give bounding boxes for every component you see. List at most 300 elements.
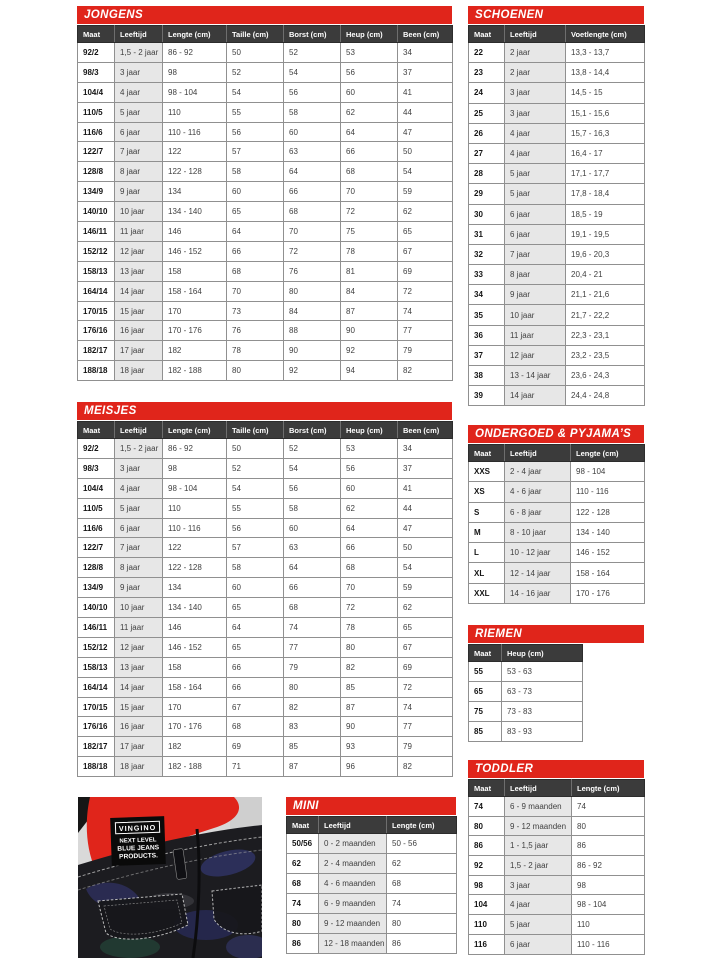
cell: 182	[163, 737, 227, 757]
table-row	[469, 325, 645, 345]
table-row	[78, 162, 453, 182]
cell: 164/14	[78, 281, 115, 301]
cell: 84	[284, 301, 341, 321]
cell: 98	[469, 875, 505, 895]
header-row	[469, 445, 645, 462]
table-row	[287, 854, 457, 874]
table-row	[78, 361, 453, 381]
cell: 10 jaar	[115, 598, 163, 618]
cell: 92	[284, 361, 341, 381]
cell: 2 jaar	[505, 63, 566, 83]
table-row	[469, 895, 645, 915]
cell: 9 - 12 maanden	[319, 914, 387, 934]
cell: 23	[469, 63, 505, 83]
cell: 86	[572, 836, 645, 856]
table-row	[469, 265, 645, 285]
col-header: Leeftijd	[505, 26, 566, 43]
cell: 146 - 152	[163, 637, 227, 657]
mini-size-table-section	[286, 797, 456, 954]
cell: 57	[227, 142, 284, 162]
cell: 12 jaar	[115, 241, 163, 261]
mini-title-band	[286, 797, 456, 815]
cell: 34	[469, 285, 505, 305]
cell: 52	[227, 458, 284, 478]
cell: 122 - 128	[163, 558, 227, 578]
cell: 80	[387, 914, 457, 934]
cell: 90	[284, 341, 341, 361]
cell: 33	[469, 265, 505, 285]
meisjes-table	[77, 421, 453, 777]
cell: 4 jaar	[115, 478, 163, 498]
cell: 80	[287, 914, 319, 934]
table-row	[78, 82, 453, 102]
cell: 158 - 164	[571, 563, 645, 583]
cell: 64	[284, 162, 341, 182]
col-header: Maat	[469, 26, 505, 43]
cell: 14 jaar	[115, 281, 163, 301]
cell: 62	[398, 202, 453, 222]
cell: 62	[341, 102, 398, 122]
header-row	[78, 422, 453, 439]
riemen-size-table-section	[468, 625, 644, 742]
cell: 82	[341, 657, 398, 677]
cell: 16 jaar	[115, 717, 163, 737]
table-row	[469, 682, 583, 702]
cell: 146	[163, 618, 227, 638]
cell: 110	[163, 102, 227, 122]
cell: 73	[227, 301, 284, 321]
table-row	[78, 717, 453, 737]
table-row	[469, 522, 645, 542]
table-row	[469, 143, 645, 163]
cell: 65	[398, 222, 453, 242]
cell: 134 - 140	[571, 522, 645, 542]
table-row	[469, 43, 645, 63]
cell: 170 - 176	[163, 321, 227, 341]
cell: 164/14	[78, 677, 115, 697]
cell: 68	[387, 874, 457, 894]
table-row	[469, 836, 645, 856]
cell: 59	[398, 578, 453, 598]
table-row	[469, 722, 583, 742]
col-header: Taille (cm)	[227, 26, 284, 43]
cell: 110 - 116	[571, 482, 645, 502]
table-row	[78, 697, 453, 717]
cell: 6 jaar	[115, 122, 163, 142]
col-header: Maat	[469, 445, 505, 462]
cell: 59	[398, 182, 453, 202]
table-row	[78, 321, 453, 341]
cell: 58	[227, 558, 284, 578]
cell: 98	[572, 875, 645, 895]
table-row	[469, 915, 645, 935]
table-row	[469, 83, 645, 103]
col-header: Maat	[469, 645, 502, 662]
cell: 15 jaar	[115, 301, 163, 321]
cell: 17 jaar	[115, 341, 163, 361]
cell: 68	[284, 202, 341, 222]
section-title: TODDLER	[475, 763, 534, 775]
section-title: JONGENS	[84, 9, 144, 21]
schoenen-size-table-section	[468, 6, 644, 406]
cell: 77	[398, 321, 453, 341]
section-title: RIEMEN	[475, 628, 523, 640]
cell: 74	[287, 894, 319, 914]
table-row	[78, 637, 453, 657]
cell: 65	[398, 618, 453, 638]
cell: 74	[284, 618, 341, 638]
cell: 182 - 188	[163, 361, 227, 381]
section-title: ONDERGOED & PYJAMA’S	[475, 428, 632, 440]
cell: 30	[469, 204, 505, 224]
col-header: Leeftijd	[115, 26, 163, 43]
cell: 110 - 116	[572, 934, 645, 954]
cell: 54	[398, 558, 453, 578]
cell: 83 - 93	[502, 722, 583, 742]
cell: 134 - 140	[163, 598, 227, 618]
cell: 85	[341, 677, 398, 697]
cell: 86	[387, 934, 457, 954]
cell: 27	[469, 143, 505, 163]
cell: 67	[227, 697, 284, 717]
cell: 11 jaar	[115, 222, 163, 242]
table-row	[78, 261, 453, 281]
cell: 50	[227, 439, 284, 459]
cell: 110	[572, 915, 645, 935]
cell: 66	[227, 657, 284, 677]
cell: 74	[387, 894, 457, 914]
jeans-photo-illustration	[78, 797, 262, 958]
cell: 116/6	[78, 122, 115, 142]
toddler-title-band	[468, 760, 644, 778]
table-row	[469, 224, 645, 244]
cell: 14 jaar	[115, 677, 163, 697]
cell: 146	[163, 222, 227, 242]
cell: 68	[341, 162, 398, 182]
cell: 116/6	[78, 518, 115, 538]
cell: 146/11	[78, 618, 115, 638]
cell: 63	[284, 538, 341, 558]
cell: 76	[284, 261, 341, 281]
cell: 5 jaar	[115, 498, 163, 518]
table-row	[469, 345, 645, 365]
cell: 52	[284, 439, 341, 459]
cell: 69	[398, 261, 453, 281]
ondergoed-title-band	[468, 425, 644, 443]
ondergoed-table	[468, 444, 645, 604]
cell: 98 - 104	[163, 82, 227, 102]
cell: 37	[398, 458, 453, 478]
cell: 110 - 116	[163, 122, 227, 142]
table-row	[78, 281, 453, 301]
cell: 44	[398, 498, 453, 518]
cell: M	[469, 522, 505, 542]
cell: 146 - 152	[571, 543, 645, 563]
cell: 80	[284, 281, 341, 301]
cell: 86 - 92	[163, 439, 227, 459]
table-row	[469, 816, 645, 836]
cell: 98	[163, 62, 227, 82]
table-row	[469, 934, 645, 954]
cell: 64	[341, 122, 398, 142]
cell: 11 jaar	[115, 618, 163, 638]
cell: 5 jaar	[505, 164, 566, 184]
cell: 4 - 6 jaar	[505, 482, 571, 502]
cell: 60	[227, 182, 284, 202]
cell: 110 - 116	[163, 518, 227, 538]
cell: 12 - 14 jaar	[505, 563, 571, 583]
cell: 90	[341, 321, 398, 341]
cell: 50 - 56	[387, 834, 457, 854]
cell: 80	[227, 361, 284, 381]
table-row	[287, 934, 457, 954]
mini-table	[286, 816, 457, 954]
cell: 65	[469, 682, 502, 702]
cell: 110/5	[78, 498, 115, 518]
cell: 72	[284, 241, 341, 261]
cell: 122 - 128	[571, 502, 645, 522]
cell: 85	[469, 722, 502, 742]
cell: XXL	[469, 583, 505, 603]
cell: 19,1 - 19,5	[566, 224, 645, 244]
meisjes-size-table-section	[77, 402, 452, 777]
meisjes-title-band	[77, 402, 452, 420]
cell: 96	[341, 757, 398, 777]
cell: 6 - 9 maanden	[319, 894, 387, 914]
cell: 8 jaar	[115, 162, 163, 182]
table-row	[469, 63, 645, 83]
cell: 13,3 - 13,7	[566, 43, 645, 63]
cell: 54	[398, 162, 453, 182]
col-header: Heup (cm)	[502, 645, 583, 662]
photo-label-brand: VINGINO	[118, 822, 157, 834]
cell: 13,8 - 14,4	[566, 63, 645, 83]
cell: 4 jaar	[115, 82, 163, 102]
table-row	[287, 874, 457, 894]
cell: 10 - 12 jaar	[505, 543, 571, 563]
table-row	[469, 702, 583, 722]
table-row	[469, 583, 645, 603]
cell: 182	[163, 341, 227, 361]
table-row	[469, 462, 645, 482]
cell: 22	[469, 43, 505, 63]
cell: 66	[341, 538, 398, 558]
table-row	[469, 875, 645, 895]
photo-label-line-1: NEXT LEVEL	[119, 837, 157, 845]
col-header: Lengte (cm)	[571, 445, 645, 462]
jongens-title-band	[77, 6, 452, 24]
brand-label	[110, 816, 166, 866]
cell: 6 - 9 maanden	[505, 797, 572, 817]
cell: 4 jaar	[505, 143, 566, 163]
cell: 18,5 - 19	[566, 204, 645, 224]
cell: 2 - 4 maanden	[319, 854, 387, 874]
cell: 5 jaar	[505, 915, 572, 935]
cell: 13 - 14 jaar	[505, 366, 566, 386]
col-header: Borst (cm)	[284, 26, 341, 43]
table-row	[469, 482, 645, 502]
table-row	[78, 222, 453, 242]
cell: 93	[341, 737, 398, 757]
cell: 8 jaar	[505, 265, 566, 285]
cell: 10 jaar	[115, 202, 163, 222]
cell: 75	[469, 702, 502, 722]
cell: 47	[398, 518, 453, 538]
table-row	[78, 241, 453, 261]
cell: 80	[341, 637, 398, 657]
cell: 92	[469, 856, 505, 876]
cell: 170/15	[78, 697, 115, 717]
cell: 3 jaar	[505, 83, 566, 103]
table-row	[78, 737, 453, 757]
cell: 67	[398, 241, 453, 261]
cell: 98/3	[78, 62, 115, 82]
cell: 4 jaar	[505, 895, 572, 915]
cell: 116	[469, 934, 505, 954]
cell: 3 jaar	[115, 62, 163, 82]
cell: 87	[341, 697, 398, 717]
cell: 158	[163, 261, 227, 281]
cell: 44	[398, 102, 453, 122]
cell: 15 jaar	[115, 697, 163, 717]
cell: 77	[398, 717, 453, 737]
cell: 170 - 176	[571, 583, 645, 603]
table-row	[287, 914, 457, 934]
cell: 60	[227, 578, 284, 598]
table-row	[78, 757, 453, 777]
cell: 74	[469, 797, 505, 817]
cell: 2 jaar	[505, 43, 566, 63]
cell: 17,8 - 18,4	[566, 184, 645, 204]
cell: 62	[387, 854, 457, 874]
cell: 3 jaar	[505, 103, 566, 123]
cell: 122/7	[78, 142, 115, 162]
cell: 55	[227, 102, 284, 122]
cell: 75	[341, 222, 398, 242]
col-header: Taille (cm)	[227, 422, 284, 439]
cell: 76	[227, 321, 284, 341]
cell: 50	[398, 142, 453, 162]
table-row	[469, 204, 645, 224]
cell: 66	[341, 142, 398, 162]
cell: 63 - 73	[502, 682, 583, 702]
table-row	[287, 834, 457, 854]
table-row	[78, 122, 453, 142]
table-row	[78, 458, 453, 478]
cell: 64	[341, 518, 398, 538]
cell: 122	[163, 538, 227, 558]
col-header: Lengte (cm)	[572, 780, 645, 797]
cell: 87	[284, 757, 341, 777]
cell: 78	[227, 341, 284, 361]
cell: 32	[469, 244, 505, 264]
cell: 73 - 83	[502, 702, 583, 722]
cell: S	[469, 502, 505, 522]
cell: 98	[163, 458, 227, 478]
cell: 5 jaar	[505, 184, 566, 204]
cell: 64	[284, 558, 341, 578]
cell: 41	[398, 478, 453, 498]
cell: 83	[284, 717, 341, 737]
cell: 50	[227, 43, 284, 63]
cell: 70	[227, 281, 284, 301]
table-row	[78, 538, 453, 558]
cell: 38	[469, 366, 505, 386]
cell: 2 - 4 jaar	[505, 462, 571, 482]
cell: 54	[227, 478, 284, 498]
table-row	[469, 164, 645, 184]
cell: 18 jaar	[115, 757, 163, 777]
cell: 35	[469, 305, 505, 325]
toddler-size-table-section	[468, 760, 644, 955]
cell: 9 jaar	[115, 578, 163, 598]
cell: 134 - 140	[163, 202, 227, 222]
cell: 9 jaar	[505, 285, 566, 305]
cell: 158	[163, 657, 227, 677]
cell: 134	[163, 578, 227, 598]
cell: 68	[287, 874, 319, 894]
cell: 29	[469, 184, 505, 204]
cell: 188/18	[78, 361, 115, 381]
table-row	[78, 142, 453, 162]
cell: 158 - 164	[163, 281, 227, 301]
jongens-table	[77, 25, 453, 381]
col-header: Maat	[78, 422, 115, 439]
cell: 8 jaar	[115, 558, 163, 578]
table-row	[469, 103, 645, 123]
riemen-table	[468, 644, 583, 742]
col-header: Heup (cm)	[341, 26, 398, 43]
cell: 1,5 - 2 jaar	[115, 43, 163, 63]
cell: 74	[572, 797, 645, 817]
jeans-photo	[78, 797, 262, 958]
cell: 56	[284, 478, 341, 498]
cell: 60	[341, 82, 398, 102]
cell: 110	[163, 498, 227, 518]
cell: 50	[398, 538, 453, 558]
cell: 80	[284, 677, 341, 697]
cell: 1 - 1,5 jaar	[505, 836, 572, 856]
col-header: Borst (cm)	[284, 422, 341, 439]
cell: 122	[163, 142, 227, 162]
cell: 188/18	[78, 757, 115, 777]
cell: 70	[341, 182, 398, 202]
col-header: Been (cm)	[398, 422, 453, 439]
cell: 6 jaar	[505, 204, 566, 224]
cell: XXS	[469, 462, 505, 482]
cell: 176/16	[78, 321, 115, 341]
table-row	[469, 856, 645, 876]
cell: 12 - 18 maanden	[319, 934, 387, 954]
cell: 14,5 - 15	[566, 83, 645, 103]
cell: 18 jaar	[115, 361, 163, 381]
cell: 170/15	[78, 301, 115, 321]
cell: 21,7 - 22,2	[566, 305, 645, 325]
cell: 152/12	[78, 637, 115, 657]
col-header: Heup (cm)	[341, 422, 398, 439]
cell: 50/56	[287, 834, 319, 854]
table-row	[469, 244, 645, 264]
cell: 4 - 6 maanden	[319, 874, 387, 894]
cell: 79	[398, 737, 453, 757]
cell: 65	[227, 598, 284, 618]
col-header: Lengte (cm)	[163, 422, 227, 439]
cell: 13 jaar	[115, 657, 163, 677]
cell: 34	[398, 439, 453, 459]
section-title: SCHOENEN	[475, 9, 544, 21]
table-row	[78, 301, 453, 321]
cell: 14 jaar	[505, 386, 566, 406]
